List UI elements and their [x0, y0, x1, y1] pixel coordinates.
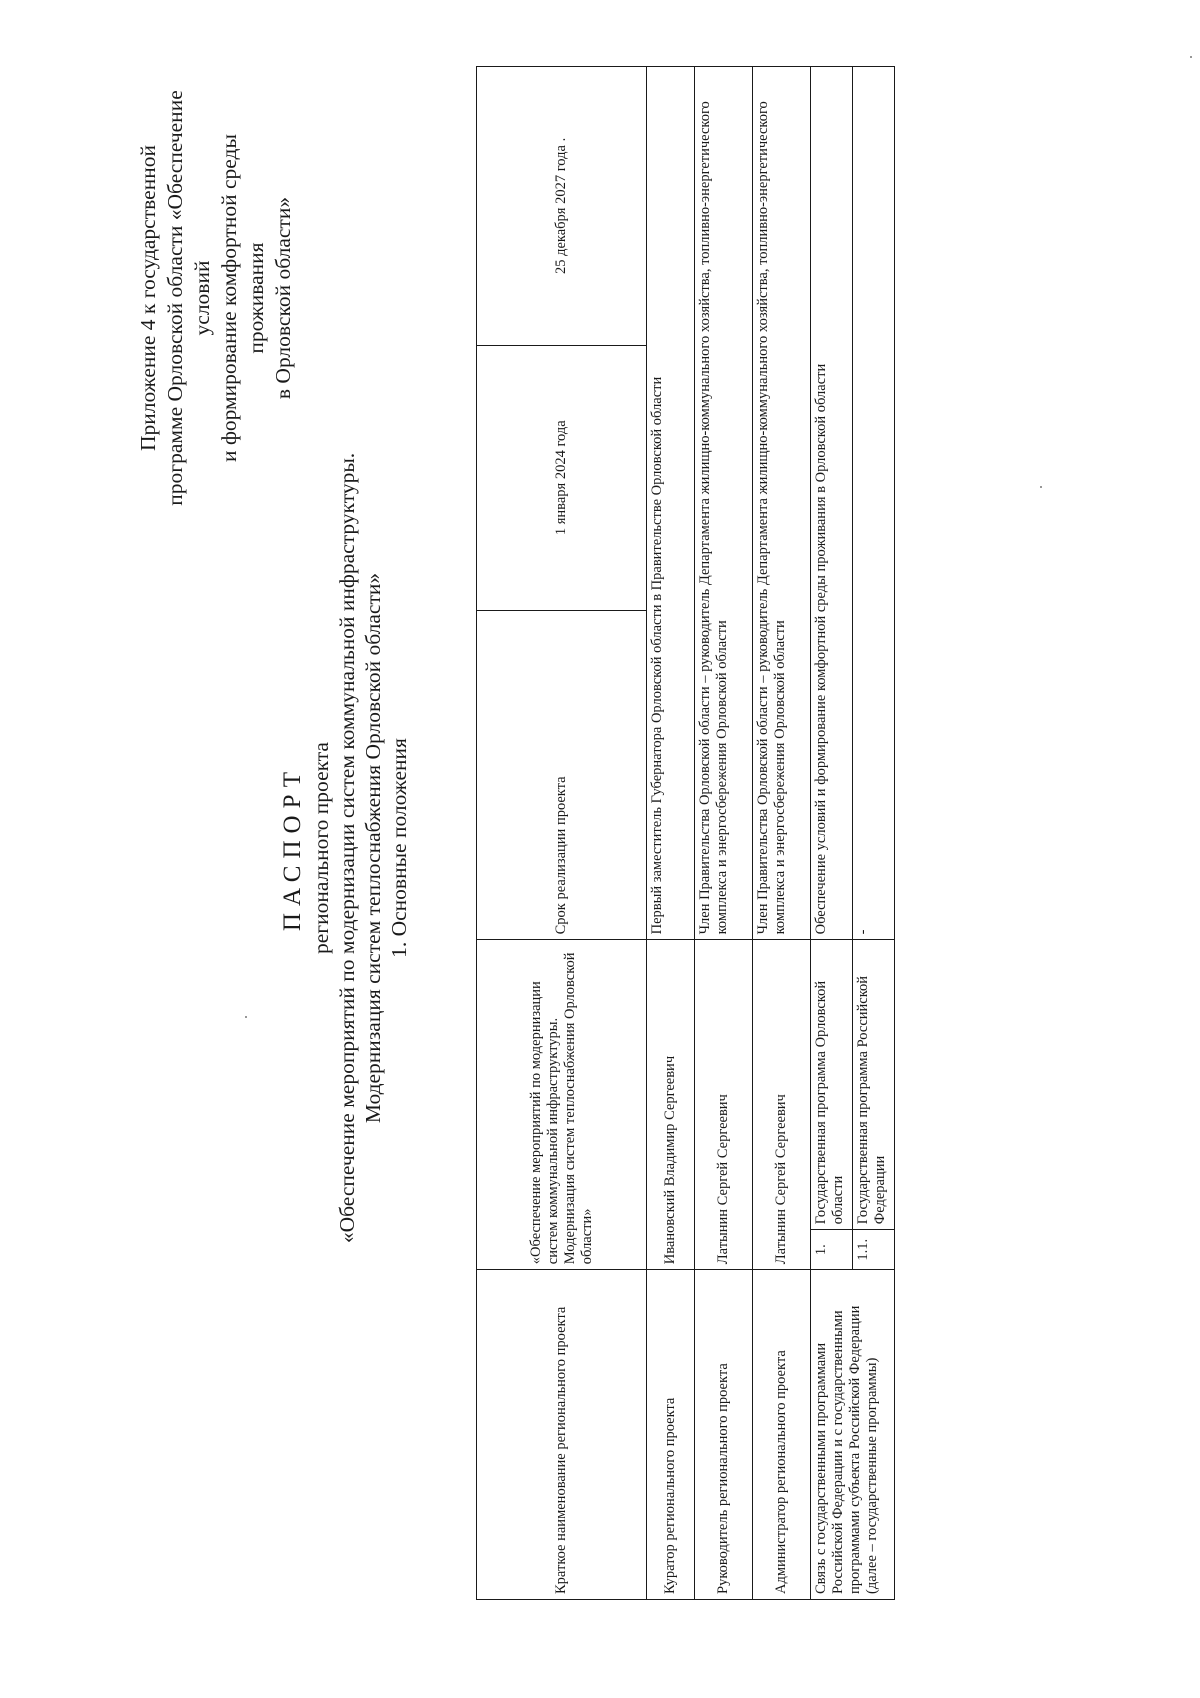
head-position: Член Правительства Орловской области – руководитель Департамента жилищно-коммунального хозяйства, топливно-энергетического комплекса и энергосбережения Орловской области	[695, 67, 753, 940]
start-date: 1 января 2024 года	[477, 345, 647, 610]
title-block	[278, 243, 412, 1453]
row-label-curator: Куратор регионального проекта	[647, 1270, 695, 1600]
curator-position: Первый заместитель Губернатора Орловской области в Правительстве Орловской области	[647, 67, 695, 940]
administrator-position: Член Правительства Орловской области – руководитель Департамента жилищно-коммунального хозяйства, топливно-энергетического комплекса и энергосбережения Орловской области	[753, 67, 811, 940]
table-row	[811, 67, 853, 1600]
term-label: Срок реализации проекта	[477, 610, 647, 940]
program-type-2: Государственная программа Российской Федерации	[853, 940, 895, 1230]
row-label-short-name: Краткое наименование регионального проекта	[477, 1270, 647, 1600]
passport-title: ПАСПОРТ	[279, 764, 306, 932]
scan-speck	[1040, 486, 1042, 488]
scan-speck	[1190, 56, 1192, 58]
row-label-programs: Связь с государственными программами Российской Федерации и с государственными программами субъекта Российской Федерации (далее – государственные программы)	[811, 1270, 895, 1600]
scan-speck	[245, 1016, 247, 1018]
short-name-value: «Обеспечение мероприятий по модернизации систем коммунальной инфраструктуры. Модернизация систем теплоснабжения Орловской области»	[477, 940, 647, 1270]
administrator-name: Латынин Сергей Сергеевич	[753, 940, 811, 1270]
table-row	[647, 67, 695, 1600]
table-row	[477, 67, 647, 1600]
appendix-line-2: программе Орловской области «Обеспечение условий	[163, 90, 214, 506]
section-heading: 1. Основные положения	[387, 738, 411, 958]
program-value-1: Обеспечение условий и формирование комфортной среды проживания в Орловской области	[811, 67, 853, 940]
end-date: 25 декабря 2027 года .	[477, 67, 647, 346]
table-row	[695, 67, 753, 1600]
row-label-head: Руководитель регионального проекта	[695, 1270, 753, 1600]
table-row	[753, 67, 811, 1600]
program-type-1: Государственная программа Орловской области	[811, 940, 853, 1230]
appendix-header	[135, 78, 297, 518]
passport-table	[476, 66, 895, 1600]
program-value-2: -	[853, 67, 895, 940]
subtitle-line-2: «Обеспечение мероприятий по модернизации систем коммунальной инфраструктуры.	[335, 452, 359, 1244]
subtitle-line-3: Модернизация систем теплоснабжения Орловской области»	[361, 572, 385, 1124]
program-num-1: 1.	[811, 1230, 853, 1270]
row-label-administrator: Администратор регионального проекта	[753, 1270, 811, 1600]
subtitle-line-1: регионального проекта	[309, 742, 333, 954]
appendix-line-1: Приложение 4 к государственной	[136, 145, 160, 451]
appendix-line-3: и формирование комфортной среды проживания	[217, 134, 268, 462]
appendix-line-4: в Орловской области»	[271, 196, 295, 400]
program-num-2: 1.1.	[853, 1230, 895, 1270]
head-name: Латынин Сергей Сергеевич	[695, 940, 753, 1270]
curator-name: Ивановский Владимир Сергеевич	[647, 940, 695, 1270]
